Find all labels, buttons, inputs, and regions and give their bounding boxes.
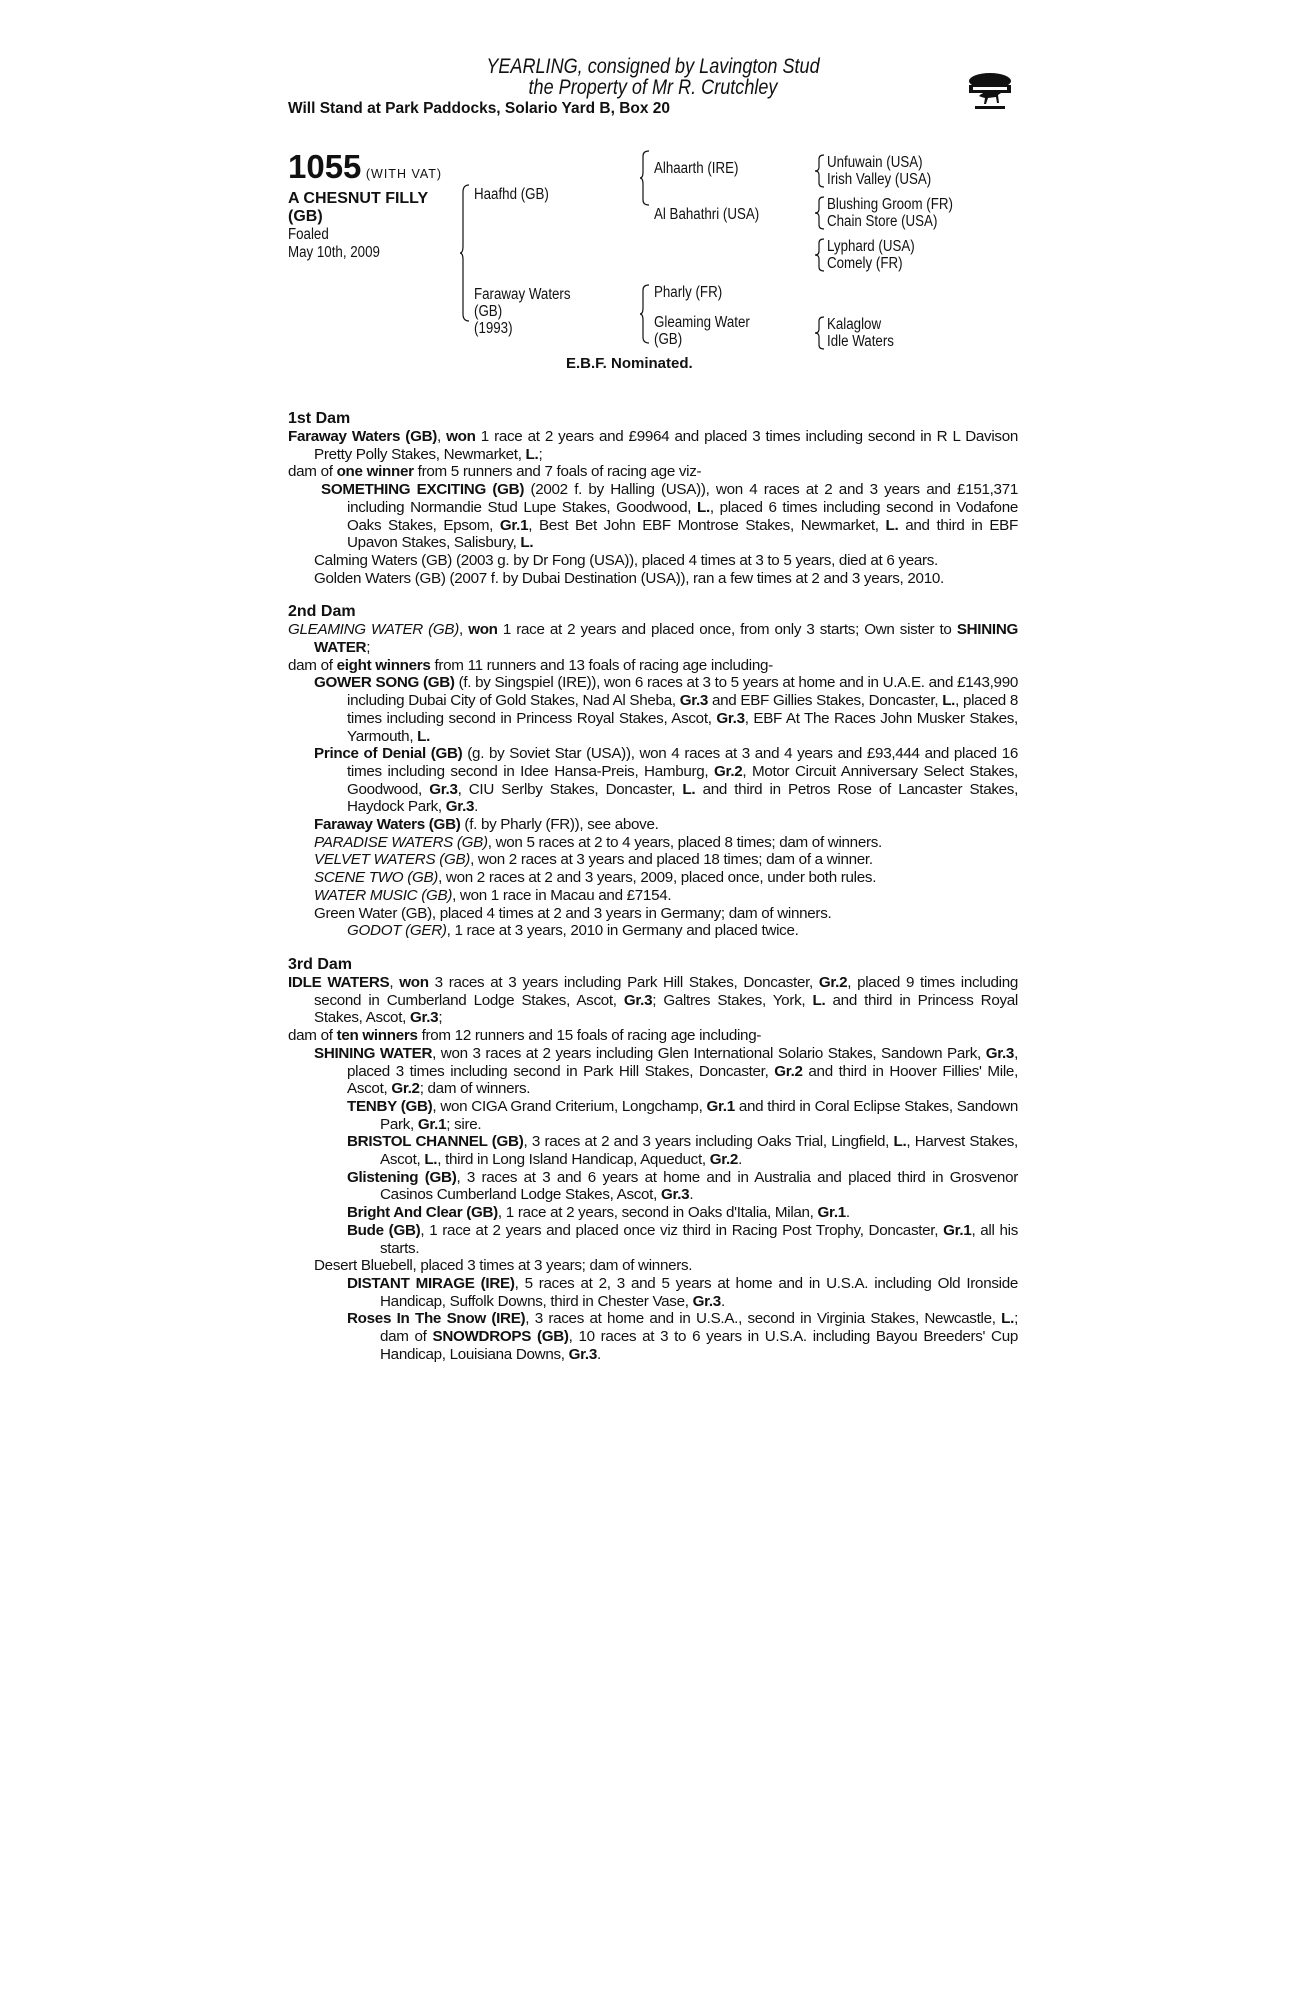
bold-run: Glistening (GB) <box>347 1168 457 1186</box>
produce-entry <box>288 816 1018 834</box>
text-run: (f. by Singspiel (IRE)), won 6 races at 3 to 5 years at home and in U.A.E. and £143,990 including Dubai City of Gold Stakes, Nad Al Sheba, <box>347 674 1018 710</box>
text-run: and third in EBF Upavon Stakes, Salisbury, <box>347 516 1018 552</box>
text-run: Golden Waters (GB) (2007 f. by Dubai Destination (USA)), ran a few times at 2 and 3 years, 2010. <box>314 569 944 587</box>
catalogue-page <box>288 55 1019 1363</box>
bold-run: Gr.1 <box>817 1204 846 1222</box>
produce-entry <box>288 851 1018 869</box>
bold-run: Gr.2 <box>391 1080 420 1098</box>
bold-run: Gr.3 <box>985 1044 1015 1062</box>
text-run: . <box>845 1204 850 1222</box>
second-dam-produce-summary <box>288 657 1018 675</box>
text-run: and third in Princess Royal Stakes, Ascot, <box>314 991 1019 1027</box>
bold-run: L. <box>417 727 431 745</box>
text-run: . <box>596 1345 601 1363</box>
produce-entry <box>288 1169 1018 1204</box>
ebf-nominated: E.B.F. Nominated. <box>566 355 693 372</box>
sire-dam-sire: Blushing Groom (FR) <box>827 196 953 213</box>
text-run: , placed 9 times including second in Cumberland Lodge Stakes, Ascot, <box>314 973 1019 1009</box>
text-run: , won 1 race in Macau and £7154. <box>452 886 672 904</box>
sire-sire: Alhaarth (IRE) <box>654 160 739 177</box>
produce-entry <box>288 1275 1018 1310</box>
sire-sire-sire: Unfuwain (USA) <box>827 154 923 171</box>
bold-run: L. <box>1001 1310 1015 1328</box>
text-run: , 10 races at 3 to 6 years in U.S.A. including Bayou Breeders' Cup Handicap, Louisiana Downs, <box>380 1328 1018 1363</box>
text-run: , 1 race at 3 years, 2010 in Germany and placed twice. <box>446 922 799 940</box>
bold-run: Gr.1 <box>417 1115 447 1133</box>
text-run: . <box>689 1186 694 1204</box>
second-dam-record <box>288 621 1018 656</box>
text-run: dam of <box>288 463 337 481</box>
bold-run: Gr.3 <box>623 991 653 1009</box>
produce-entry <box>288 887 1018 905</box>
text-run: from 11 runners and 13 foals of racing age including- <box>430 656 773 674</box>
text-run: ; dam of <box>380 1310 1018 1346</box>
bold-run: L. <box>682 780 696 798</box>
foaled-date: May 10th, 2009 <box>288 244 380 261</box>
pedigree-brace-icon <box>640 284 650 344</box>
text-run: , CIU Serlby Stakes, Doncaster, <box>457 780 683 798</box>
produce-entry <box>288 869 1018 887</box>
bold-run: Gr.1 <box>943 1221 972 1239</box>
text-run: . <box>738 1151 742 1169</box>
produce-entry <box>288 552 1018 570</box>
pedigree-brace-icon <box>815 154 825 188</box>
text-run: , Harvest Stakes, Ascot, <box>380 1133 1018 1169</box>
text-run: ; <box>366 639 371 657</box>
text-run: and third in Hoover Fillies' Mile, Ascot, <box>347 1062 1018 1098</box>
bold-run: ten winners <box>336 1027 418 1045</box>
bold-run: Gr.1 <box>706 1097 735 1115</box>
first-dam-produce-summary <box>288 463 1018 481</box>
text-run: dam of <box>288 656 337 674</box>
text-run: , all his starts. <box>380 1221 1019 1257</box>
pedigree-brace-icon <box>460 184 470 322</box>
dam-name-line1: Faraway Waters <box>474 286 571 303</box>
text-run: , won 2 races at 3 years and placed 18 times; dam of a winner. <box>470 851 873 869</box>
pedigree-table <box>288 150 1048 370</box>
italic-run: WATER MUSIC (GB) <box>314 886 453 904</box>
text-run: 3 races at 3 years including Park Hill Stakes, Doncaster, <box>428 973 819 991</box>
bold-run: Gr.3 <box>692 1292 721 1310</box>
dam-dam-line1: Gleaming Water <box>654 314 750 331</box>
tattersalls-logo-icon <box>965 68 1015 112</box>
text-run: dam of <box>288 1027 337 1045</box>
lot-title-line1: A CHESNUT FILLY <box>288 190 429 207</box>
text-run: 1 race at 2 years and placed once, from only 3 starts; Own sister to <box>497 621 957 639</box>
lot-title-line2: (GB) <box>288 208 323 225</box>
text-run: , placed 3 times including second in Park Hill Stakes, Doncaster, <box>347 1044 1018 1080</box>
text-run: and third in Coral Eclipse Stakes, Sandown Park, <box>380 1097 1018 1133</box>
produce-entry <box>288 1098 1018 1133</box>
text-run: , 3 races at home and in U.S.A., second in Virginia Stakes, Newcastle, <box>525 1310 1002 1328</box>
bold-run: IDLE WATERS <box>288 973 390 991</box>
bold-run: won <box>468 621 498 639</box>
produce-entry <box>288 1133 1018 1168</box>
text-run: from 12 runners and 15 foals of racing age including- <box>417 1027 762 1045</box>
bold-run: TENBY (GB) <box>347 1097 433 1115</box>
text-run: , EBF At The Races John Musker Stakes, Yarmouth, <box>347 709 1018 745</box>
text-run: ; Galtres Stakes, York, <box>652 991 813 1009</box>
bold-run: one winner <box>336 463 414 481</box>
dam-dam-line2: (GB) <box>654 331 683 348</box>
produce-entry <box>288 1045 1018 1098</box>
text-run: and third in Petros Rose of Lancaster Stakes, Haydock Park, <box>347 780 1018 816</box>
italic-run: PARADISE WATERS (GB) <box>314 833 488 851</box>
sire-name: Haafhd (GB) <box>474 186 549 203</box>
text-run: , won 3 races at 2 years including Glen International Solario Stakes, Sandown Park, <box>432 1044 986 1062</box>
bold-run: BRISTOL CHANNEL (GB) <box>347 1133 524 1151</box>
bold-run: GOWER SONG (GB) <box>314 674 455 692</box>
produce-entry <box>288 905 1018 923</box>
third-dam-heading: 3rd Dam <box>288 955 353 973</box>
bold-run: SNOWDROPS (GB) <box>432 1328 569 1346</box>
produce-entry <box>288 1222 1018 1257</box>
bold-run: Gr.3 <box>716 709 745 727</box>
bold-run: Gr.2 <box>714 762 743 780</box>
text-run: , third in Long Island Handicap, Aqueduct, <box>437 1151 710 1169</box>
text-run: . <box>474 798 479 816</box>
text-run: , <box>459 621 469 639</box>
pedigree-brace-icon <box>815 316 825 350</box>
bold-run: eight winners <box>336 656 431 674</box>
bold-run: L. <box>520 534 534 552</box>
bold-run: Gr.3 <box>409 1009 439 1027</box>
bold-run: SHINING WATER <box>314 621 1018 657</box>
bold-run: Faraway Waters (GB) <box>288 428 438 445</box>
bold-run: Bude (GB) <box>347 1221 421 1239</box>
header-consignor: YEARLING, consigned by Lavington Stud <box>486 55 820 78</box>
bold-run: L. <box>885 516 899 534</box>
text-run: ; dam of winners. <box>419 1080 531 1098</box>
text-run: , 3 races at 2 and 3 years including Oaks Trial, Lingfield, <box>523 1133 894 1151</box>
bold-run: Gr.3 <box>660 1186 690 1204</box>
text-run: , 1 race at 2 years and placed once viz third in Racing Post Trophy, Doncaster, <box>420 1221 944 1239</box>
text-run: (g. by Soviet Star (USA)), won 4 races at 3 and 4 years and £93,444 and placed 16 times including second in Idee Hansa-Preis, Hamburg, <box>347 745 1018 780</box>
dam-sire-dam: Comely (FR) <box>827 255 903 272</box>
text-run: 1 race at 2 years and £9964 and placed 3 times including second in R L Davison Pretty Polly Stakes, Newmarket, <box>314 428 1018 463</box>
bold-run: L. <box>424 1151 438 1169</box>
bold-run: L. <box>697 498 710 516</box>
pedigree-brace-icon <box>640 150 650 206</box>
produce-entry <box>288 1204 1018 1222</box>
third-dam-produce-summary <box>288 1027 1018 1045</box>
produce-entry <box>288 745 1018 816</box>
text-run: , <box>389 973 400 991</box>
pedigree-brace-icon <box>815 238 825 272</box>
text-run: ; sire. <box>446 1115 482 1133</box>
bold-run: L. <box>525 445 539 463</box>
bold-run: L. <box>942 692 956 710</box>
produce-entry <box>288 834 1018 852</box>
bold-run: won <box>446 428 476 445</box>
first-dam-record <box>288 428 1018 463</box>
bold-run: SOMETHING EXCITING (GB) <box>321 481 525 499</box>
lot-number: 1055 <box>288 148 362 185</box>
text-run: Desert Bluebell, placed 3 times at 3 years; dam of winners. <box>314 1257 693 1275</box>
lot-summary <box>288 150 442 262</box>
bold-run: DISTANT MIRAGE (IRE) <box>347 1274 515 1292</box>
second-dam-heading: 2nd Dam <box>288 603 356 621</box>
bold-run: Gr.2 <box>774 1062 803 1080</box>
bold-run: Faraway Waters (GB) <box>314 816 461 834</box>
produce-entry <box>288 922 1018 940</box>
pedigree-brace-icon <box>815 196 825 230</box>
produce-entry <box>288 1310 1018 1363</box>
third-dam-record <box>288 974 1018 1027</box>
sire-sire-dam: Irish Valley (USA) <box>827 171 932 188</box>
italic-run: GLEAMING WATER (GB) <box>288 621 460 639</box>
sire-dam-dam: Chain Store (USA) <box>827 213 938 230</box>
text-run: , <box>437 428 447 445</box>
text-run: , placed 8 times including second in Princess Royal Stakes, Ascot, <box>347 692 1018 727</box>
text-run: ; <box>438 1009 443 1027</box>
bold-run: Bright And Clear (GB) <box>347 1204 498 1222</box>
bold-run: Gr.2 <box>709 1151 739 1169</box>
text-run: , placed 6 times including second in Vodafone Oaks Stakes, Epsom, <box>347 498 1018 534</box>
text-run: from 5 runners and 7 foals of racing age viz- <box>413 463 702 481</box>
text-run: , 5 races at 2, 3 and 5 years at home and in U.S.A. including Old Ironside Handicap, Suffolk Downs, third in Chester Vase, <box>380 1274 1018 1310</box>
produce-entry <box>288 1257 1018 1275</box>
foaled-label: Foaled <box>288 226 329 243</box>
header-stand-location: Will Stand at Park Paddocks, Solario Yard B, Box 20 <box>288 100 671 117</box>
text-run: and EBF Gillies Stakes, Doncaster, <box>708 692 943 710</box>
text-run: , Motor Circuit Anniversary Select Stakes, Goodwood, <box>347 762 1018 798</box>
dam-name-line2: (GB) <box>474 303 503 320</box>
text-run: , Best Bet John EBF Montrose Stakes, Newmarket, <box>528 516 886 534</box>
bold-run: L. <box>893 1133 907 1151</box>
text-run: , won 2 races at 2 and 3 years, 2009, placed once, under both rules. <box>438 869 877 887</box>
lot-vat-note: (WITH VAT) <box>365 167 443 181</box>
text-run: (f. by Pharly (FR)), see above. <box>460 816 659 834</box>
dam-dam-sire: Kalaglow <box>827 316 882 333</box>
bold-run: Gr.3 <box>429 780 458 798</box>
italic-run: SCENE TWO (GB) <box>314 869 439 887</box>
text-run: , won 5 races at 2 to 4 years, placed 8 times; dam of winners. <box>487 833 882 851</box>
bold-run: Gr.2 <box>818 973 848 991</box>
dam-sire: Pharly (FR) <box>654 284 723 301</box>
bold-run: Roses In The Snow (IRE) <box>347 1310 526 1328</box>
produce-entry <box>288 674 1018 745</box>
italic-run: GODOT (GER) <box>347 922 447 940</box>
bold-run: L. <box>812 991 826 1009</box>
bold-run: Gr.3 <box>679 692 709 710</box>
text-run: , 3 races at 3 and 6 years at home and in Australia and placed third in Grosvenor Casinos Cumberland Lodge Stakes, Ascot, <box>380 1168 1018 1204</box>
bold-run: SHINING WATER <box>314 1044 433 1062</box>
text-run: Green Water (GB), placed 4 times at 2 and 3 years in Germany; dam of winners. <box>314 904 832 922</box>
page-header <box>288 56 1018 118</box>
produce-entry <box>288 570 1018 588</box>
bold-run: Gr.1 <box>499 516 529 534</box>
dam-sire-sire: Lyphard (USA) <box>827 238 915 255</box>
bold-run: Gr.3 <box>568 1345 597 1363</box>
bold-run: Gr.3 <box>445 798 475 816</box>
bold-run: won <box>399 973 429 991</box>
italic-run: VELVET WATERS (GB) <box>314 851 471 869</box>
text-run: ; <box>538 445 543 463</box>
text-run: , 1 race at 2 years, second in Oaks d'Italia, Milan, <box>497 1204 818 1222</box>
text-run: , won CIGA Grand Criterium, Longchamp, <box>432 1097 707 1115</box>
text-run: (2002 f. by Halling (USA)), won 4 races at 2 and 3 years and £151,371 including Normandie Stud Lupe Stakes, Goodwood, <box>347 481 1018 516</box>
text-run: . <box>720 1292 725 1310</box>
produce-entry <box>288 481 1018 552</box>
sire-dam: Al Bahathri (USA) <box>654 206 760 223</box>
text-run: Calming Waters (GB) (2003 g. by Dr Fong (USA)), placed 4 times at 3 to 5 years, died at 6 years. <box>314 551 938 569</box>
dam-year: (1993) <box>474 320 513 337</box>
header-property: the Property of Mr R. Crutchley <box>528 76 778 99</box>
first-dam-heading: 1st Dam <box>288 410 351 427</box>
dam-dam-dam: Idle Waters <box>827 333 894 350</box>
produce-record <box>288 394 1018 1363</box>
bold-run: Prince of Denial (GB) <box>314 745 463 763</box>
